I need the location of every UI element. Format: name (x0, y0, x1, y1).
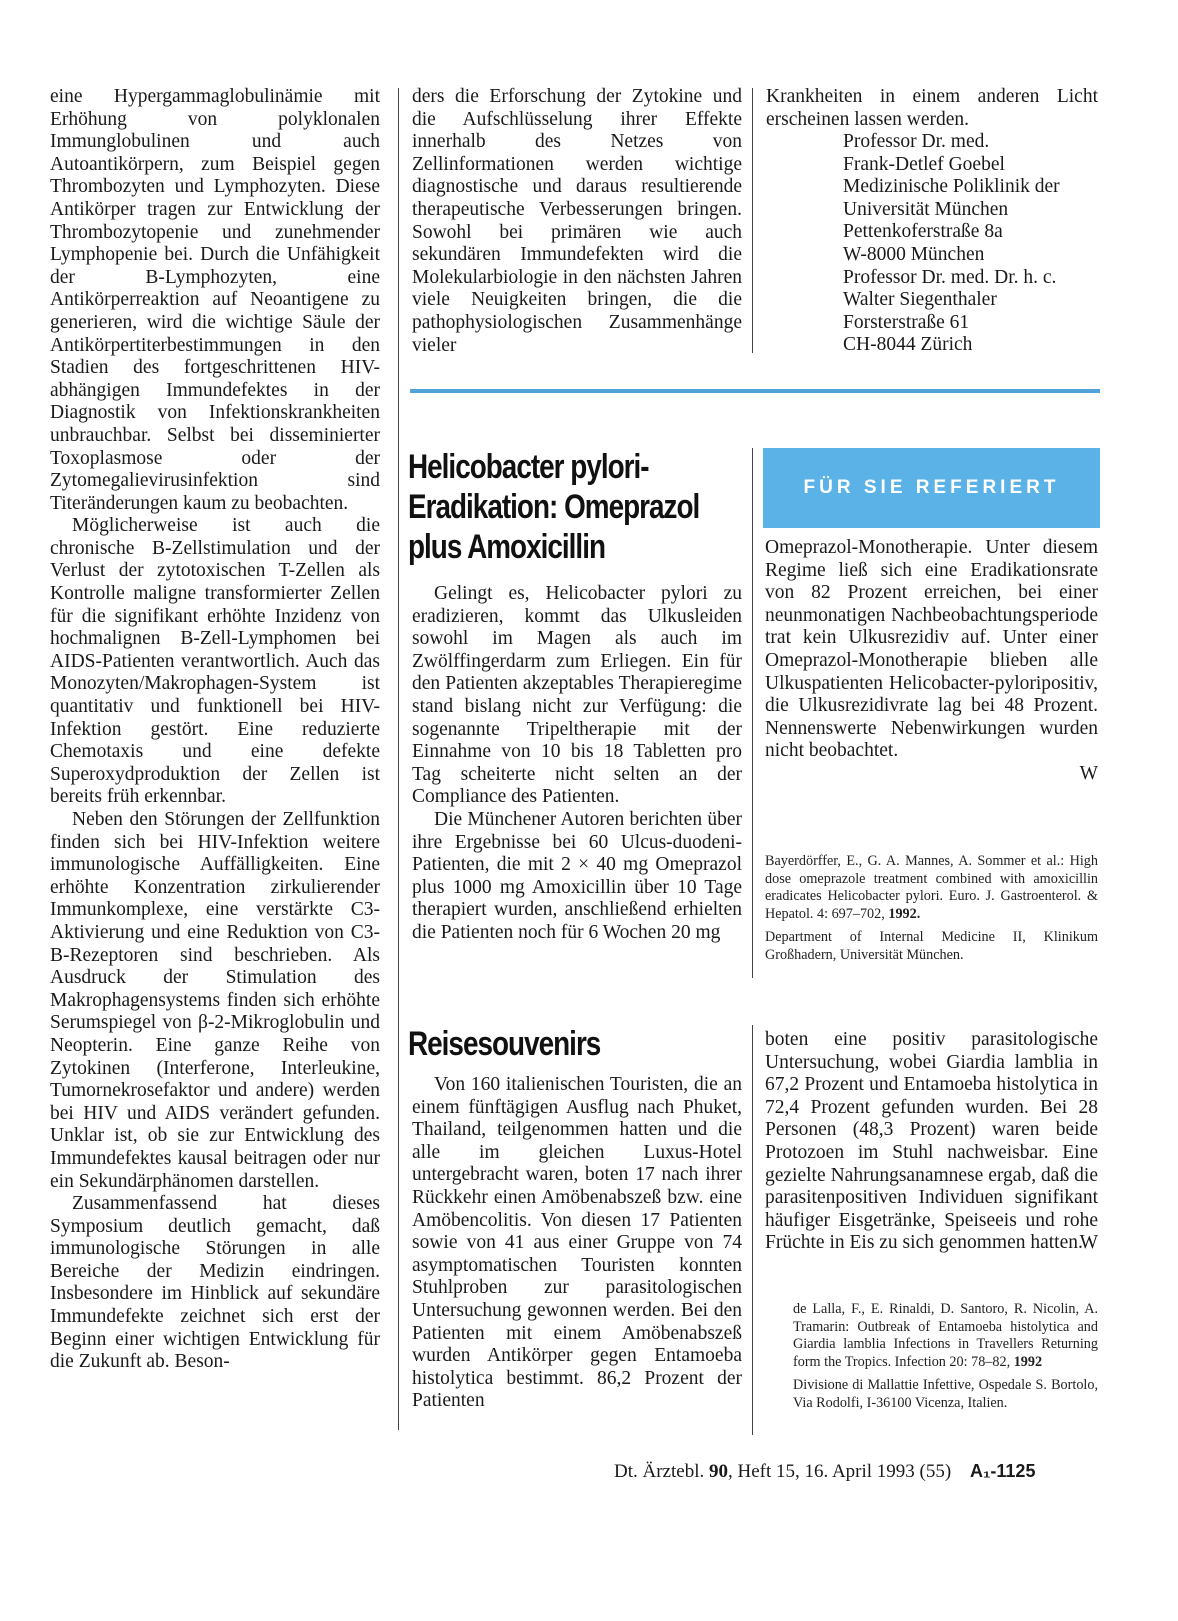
article-2-body-col2 (412, 1074, 742, 1413)
body-paragraph: eine Hypergammaglobulinämie mit Erhöhung von polyklonalen Immunglobulinen und auch Autoantikörpern, zum Beispiel gegen Thrombozyten und Lymphozyten. Diese Antikörper tragen zur Entwicklung der Thrombozytopenie und zunehmender Lymphopenie bei. Durch die Unfähigkeit der B-Lymphozyten, eine Antikörperreaktion auf Neoantigene zu generieren, wird die wichtige Säule der Antikörpertiterbestimmungen in den Stadien des fortgeschrittenen HIV-abhängigen Immundefektes in der Diagnostik von Infektionskrankheiten unbrauchbar. Selbst bei disseminierter Toxoplasmose oder der Zytomegalievirusinfektion sind Titeränderungen kaum zu beobachten. (50, 86, 380, 514)
address-line: W-8000 München (843, 243, 985, 265)
citation: Bayerdörffer, E., G. A. Mannes, A. Sommer et al.: High dose omeprazole treatment combined with amoxicillin eradicates Helicobacter pylori. Euro. J. Gastroenterol. & Hepatol. 4: 697–702, 1992. (765, 853, 1098, 922)
section-banner (763, 448, 1100, 528)
journal-name: Dt. Ärztebl. (614, 1461, 709, 1482)
body-paragraph: Neben den Störungen der Zellfunktion finden sich bei HIV-Infektion weitere immunologische Auffälligkeiten. Eine erhöhte Konzentration zirkulierender Immunkomplexe, eine verstärkte C3-Aktivierung und eine Reduktion von C3-B-Rezeptoren sind beschrieben. Als Ausdruck der Stimulation des Makrophagensystems finden sich erhöhte Serumspiegel von β-2-Mikroglobulin und Neopterin. Eine ganze Reihe von Zytokinen (Interferone, Interleukine, Tumornekrosefaktor und andere) werden bei HIV und AIDS verändert gefunden. Unklar ist, ob sie zur Entwicklung des Immundefektes kausal beitragen oder nur ein Sekundärphänomen darstellen. (50, 809, 380, 1192)
body-paragraph: ders die Erforschung der Zytokine und die Aufschlüsselung ihrer Effekte innerhalb des Netzes von Zellinformationen werden wichtige diagnostische und daraus resultierende therapeutische Verbesserungen bringen. Sowohl bei primären wie auch sekundären Immundefekten wird die Molekularbiologie in den nächsten Jahren viele Neuigkeiten bringen, die die pathophysiologischen Zusammenhänge vieler (412, 86, 742, 356)
author-signature: W (1079, 1232, 1098, 1254)
article-2-reference (793, 1301, 1098, 1418)
article-1-body-col3 (765, 537, 1098, 786)
page-number: A₁-1125 (969, 1461, 1036, 1481)
column-2-top (412, 86, 742, 357)
column-divider (398, 88, 399, 1430)
column-3-top (766, 86, 1098, 131)
article-headline: Reisesouvenirs (408, 1025, 601, 1063)
article-headline (408, 447, 736, 567)
body-paragraph: Gelingt es, Helicobacter pylori zu eradizieren, kommt das Ulkusleiden sowohl im Magen als auch im Zwölffingerdarm zum Erliegen. Ein für den Patienten akzeptables Therapieregime stand bislang nicht zur Verfügung: die sogenannte Tripeltherapie mit der Einnahme von 10 bis 18 Tabletten pro Tag scheiterte nicht selten an der Compliance des Patienten. (412, 583, 742, 808)
banner-label: FÜR SIE REFERIERT (803, 477, 1060, 498)
article-1-reference (765, 853, 1098, 970)
address-line: Forsterstraße 61 (843, 311, 970, 333)
address-line: Frank-Detlef Goebel (843, 153, 1005, 175)
headline-line: Helicobacter pylori- (408, 448, 649, 486)
section-divider (410, 389, 1100, 393)
column-divider (752, 1025, 753, 1435)
column-divider (752, 88, 753, 353)
body-paragraph: boten eine positiv parasitologische Untersuchung, wobei Giardia lamblia in 67,2 Prozent und Entamoeba histolytica in 72,4 Prozent gefunden wurden. Bei 28 Personen (48,3 Prozent) waren beide Protozoen im Stuhl nachweisbar. Eine gezielte Nahrungsanamnese ergab, daß die parasitenpositiven Individuen signifikant häufiger Eisgetränke, Speiseeis und rohe Früchte in Eis zu sich genommen hatten. (765, 1029, 1098, 1254)
column-1 (50, 86, 380, 1374)
affiliation: Department of Internal Medicine II, Klinikum Großhadern, Universität München. (765, 929, 1098, 963)
body-paragraph: Zusammenfassend hat dieses Symposium deutlich gemacht, daß immunologische Störungen in alle Bereiche der Medizin eindringen. Insbesondere im Hinblick auf sekundäre Immundefekte zeichnet sich erst der Beginn einer wichtigen Entwicklung für die Zukunft ab. Beson- (50, 1193, 380, 1373)
volume: 90 (708, 1461, 728, 1482)
address-line: Professor Dr. med. (843, 131, 990, 152)
body-paragraph: Von 160 italienischen Touristen, die an einem fünftägigen Ausflug nach Phuket, Thailand, teilgenommen hatten und die alle im gleichen Luxus-Hotel untergebracht waren, boten 17 nach ihrer Rückkehr einen Amöbenabszeß bzw. eine Amöbencolitis. Von diesen 17 Patienten sowie von 41 aus einer Gruppe von 74 asymptomatischen Touristen konnten Stuhlproben zur parasitologischen Untersuchung gewonnen werden. Bei den Patienten mit einem Amöbenabszeß wurden Antikörper gegen Entamoeba histolytica bestimmt. 86,2 Prozent der Patienten (412, 1074, 742, 1412)
page-footer (614, 1461, 1035, 1483)
body-paragraph: Omeprazol-Monotherapie. Unter diesem Regime ließ sich eine Eradikationsrate von 82 Prozent erreichen, bei einer neunmonatigen Nachbeobachtungsperiode trat kein Ulkusrezidiv auf. Unter einer Omeprazol-Monotherapie blieben alle Ulkuspatienten Helicobacter-pyloripositiv, die Ulkusrezidivrate lag bei 48 Prozent. Nennenswerte Nebenwirkungen wurden nicht beobachtet. (765, 537, 1098, 762)
body-paragraph: Krankheiten in einem anderen Licht erscheinen lassen werden. (766, 86, 1098, 130)
headline-line: Eradikation: Omeprazol (408, 488, 700, 526)
affiliation: Divisione di Mallattie Infettive, Ospedale S. Bortolo, Via Rodolfi, I-36100 Vicenza, Italien. (793, 1377, 1098, 1411)
issue-info: , Heft 15, 16. April 1993 (55) (727, 1461, 952, 1482)
address-line: CH-8044 Zürich (843, 334, 973, 356)
article-1-body-col2 (412, 583, 742, 945)
address-line: Pettenkoferstraße 8a (843, 221, 1003, 243)
column-divider (752, 448, 753, 978)
address-line: Professor Dr. med. Dr. h. c. (843, 266, 1057, 288)
authors-address (843, 131, 1060, 357)
address-line: Walter Siegenthaler (843, 289, 997, 311)
headline-line: plus Amoxicillin (408, 528, 606, 566)
body-paragraph: Möglicherweise ist auch die chronische B-Zellstimulation und der Verlust der zytotoxischen T-Zellen als Kontrolle maligne transformierter Zellen für die signifikant erhöhte Inzidenz von hochmalignen B-Zell-Lymphomen bei AIDS-Patienten verantwortlich. Auch das Monozyten/Makrophagen-System ist quantitativ und funktionell bei HIV-Infektion gestört. Eine reduzierte Chemotaxis und eine defekte Superoxydproduktion der Zellen ist bereits früh erkennbar. (50, 515, 380, 808)
address-line: Medizinische Poliklinik der (843, 176, 1060, 198)
citation: de Lalla, F., E. Rinaldi, D. Santoro, R. Nicolin, A. Tramarin: Outbreak of Entamoeba histolytica and Giardia lamblia Infections in Travellers Returning form the Tropics. Infection 20: 78–82, 1992 (793, 1301, 1098, 1370)
body-paragraph: Die Münchener Autoren berichten über ihre Ergebnisse bei 60 Ulcus-duodeni-Patienten, die mit 2 × 40 mg Omeprazol plus 1000 mg Amoxicillin über 10 Tage therapiert wurden, anschließend erhielten die Patienten noch für 6 Wochen 20 mg (412, 808, 742, 943)
article-2-body-col3 (765, 1029, 1098, 1255)
address-line: Universität München (843, 198, 1009, 220)
author-signature: W (1079, 762, 1098, 784)
